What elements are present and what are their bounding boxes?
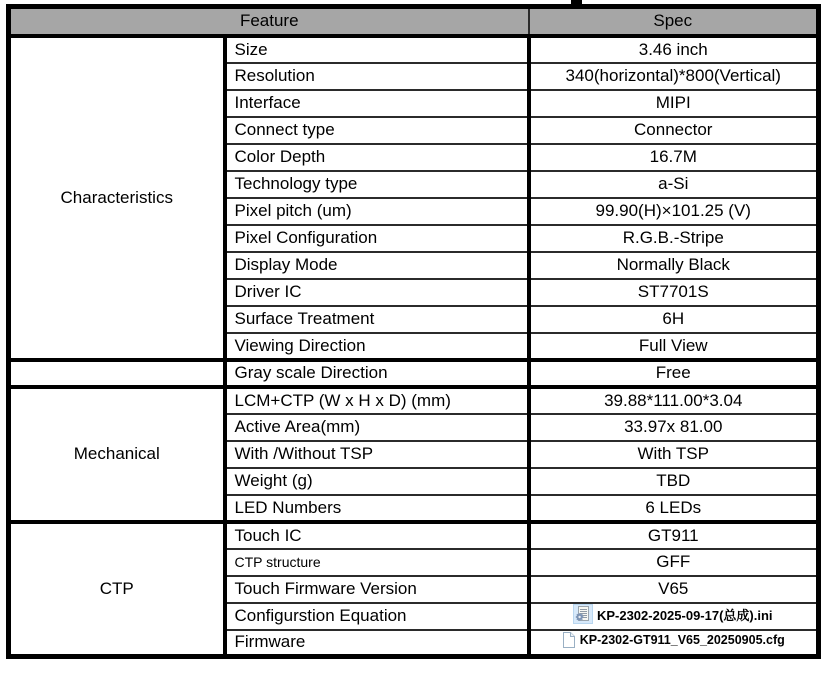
feature-cell-with-without-tsp: With /Without TSP [225,441,529,468]
feature-cell-gray-scale-direction: Gray scale Direction [225,360,529,387]
spec-cell-viewing-direction: Full View [529,333,819,360]
feature-cell-touch-firmware-version: Touch Firmware Version [225,576,529,603]
ini-file-name: KP-2302-2025-09-17(总成).ini [596,607,773,623]
cfg-file-name: KP-2302-GT911_V65_20250905.cfg [579,632,785,647]
feature-cell-technology-type: Technology type [225,171,529,198]
feature-cell-interface: Interface [225,90,529,117]
feature-cell-led-numbers: LED Numbers [225,495,529,522]
section-label-ctp: CTP [9,522,225,657]
spec-table [6,4,821,659]
spec-cell-configuration-equation [529,603,819,630]
column-header-spec: Spec [529,7,819,36]
feature-cell-surface-treatment: Surface Treatment [225,306,529,333]
table-row [9,387,819,414]
feature-cell-ctp-structure: CTP structure [225,549,529,576]
table-row [9,360,819,387]
spec-cell-firmware [529,630,819,657]
table-row [9,36,819,63]
spec-cell-gray-scale-direction: Free [529,360,819,387]
feature-cell-viewing-direction: Viewing Direction [225,333,529,360]
feature-cell-weight: Weight (g) [225,468,529,495]
spec-cell-color-depth: 16.7M [529,144,819,171]
table-header-row [9,7,819,36]
spec-cell-surface-treatment: 6H [529,306,819,333]
embedded-ini-file[interactable] [574,605,773,624]
spec-cell-led-numbers: 6 LEDs [529,495,819,522]
feature-cell-configuration-equation: Configurstion Equation [225,603,529,630]
feature-cell-resolution: Resolution [225,63,529,90]
feature-cell-size: Size [225,36,529,63]
spec-cell-ctp-structure: GFF [529,549,819,576]
spec-cell-weight: TBD [529,468,819,495]
spec-cell-touch-ic: GT911 [529,522,819,549]
spec-cell-lcm-ctp-dimensions: 39.88*111.00*3.04 [529,387,819,414]
feature-cell-firmware: Firmware [225,630,529,657]
column-header-feature: Feature [9,7,529,36]
feature-cell-display-mode: Display Mode [225,252,529,279]
feature-cell-pixel-configuration: Pixel Configuration [225,225,529,252]
spec-cell-display-mode: Normally Black [529,252,819,279]
feature-cell-active-area: Active Area(mm) [225,414,529,441]
feature-cell-pixel-pitch: Pixel pitch (um) [225,198,529,225]
feature-cell-driver-ic: Driver IC [225,279,529,306]
feature-cell-connect-type: Connect type [225,117,529,144]
spec-cell-resolution: 340(horizontal)*800(Vertical) [529,63,819,90]
spec-cell-touch-firmware-version: V65 [529,576,819,603]
spec-cell-with-without-tsp: With TSP [529,441,819,468]
spec-cell-driver-ic: ST7701S [529,279,819,306]
spec-cell-active-area: 33.97x 81.00 [529,414,819,441]
section-label-characteristics: Characteristics [9,36,225,360]
spec-cell-size: 3.46 inch [529,36,819,63]
embedded-cfg-file[interactable] [562,632,785,648]
section-label-mechanical: Mechanical [9,387,225,522]
spec-cell-pixel-configuration: R.G.B.-Stripe [529,225,819,252]
spec-cell-connect-type: Connector [529,117,819,144]
cfg-file-icon [562,632,575,648]
table-row [9,522,819,549]
feature-cell-touch-ic: Touch IC [225,522,529,549]
spec-cell-pixel-pitch: 99.90(H)×101.25 (V) [529,198,819,225]
ini-file-icon [574,605,592,623]
feature-cell-color-depth: Color Depth [225,144,529,171]
section-label-empty [9,360,225,387]
spec-cell-technology-type: a-Si [529,171,819,198]
feature-cell-lcm-ctp-dimensions: LCM+CTP (W x H x D) (mm) [225,387,529,414]
spec-cell-interface: MIPI [529,90,819,117]
